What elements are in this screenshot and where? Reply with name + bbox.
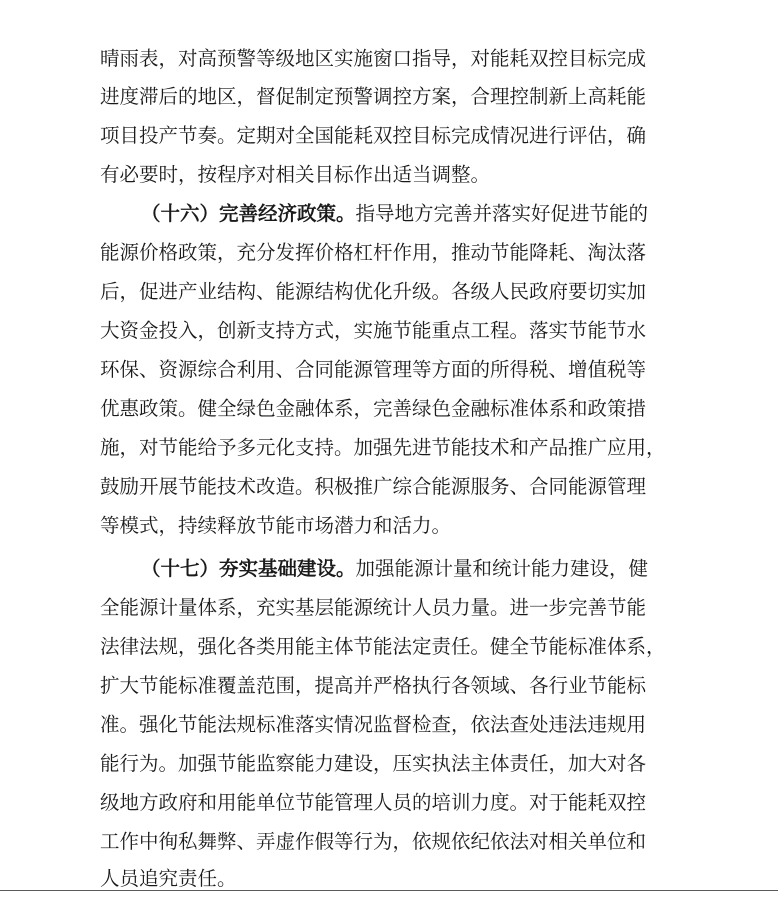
paragraph-line: 等模式，持续释放节能市场潜力和活力。 [100,514,452,537]
section-17-first-line [141,550,678,588]
paragraph-line: 级地方政府和用能单位节能管理人员的培训力度。对于能耗双控 [100,791,647,814]
paragraph-line: 后，促进产业结构、能源结构优化升级。各级人民政府要切实加 [100,280,647,303]
paragraph-line: 扩大节能标准覆盖范围，提高并严格执行各领域、各行业节能标 [100,674,647,697]
paragraph-line: 项目投产节奏。定期对全国能耗双控目标完成情况进行评估，确 [100,124,647,147]
paragraph-line: 能行为。加强节能监察能力建设，压实执法主体责任，加大对各 [100,752,647,775]
section-17-first-line-text: 加强能源计量和统计能力建设，健 [355,557,649,580]
paragraph-line: 大资金投入，创新支持方式，实施节能重点工程。落实节能节水 [100,319,647,342]
paragraph-line: 优惠政策。健全绿色金融体系，完善绿色金融标准体系和政策措 [100,397,647,420]
paragraph-line: 晴雨表，对高预警等级地区实施窗口指导，对能耗双控目标完成 [100,47,647,70]
paragraph-line: 进度滞后的地区，督促制定预警调控方案，合理控制新上高耗能 [100,85,647,108]
page-bottom-divider [0,890,778,891]
paragraph-line: 人员追究责任。 [100,867,237,890]
paragraph-line: 准。强化节能法规标准落实情况监督检查，依法查处违法违规用 [100,713,647,736]
paragraph-line: 工作中徇私舞弊、弄虚作假等行为，依规依纪依法对相关单位和 [100,830,647,853]
paragraph-line: 全能源计量体系，充实基层能源统计人员力量。进一步完善节能 [100,596,647,619]
section-16-first-line [141,195,678,233]
paragraph-line: 鼓励开展节能技术改造。积极推广综合能源服务、合同能源管理 [100,475,647,498]
paragraph-line: 能源价格政策，充分发挥价格杠杆作用，推动节能降耗、淘汰落 [100,241,647,264]
section-17-heading: （十七）夯实基础建设。 [141,557,356,580]
paragraph-line: 环保、资源综合利用、合同能源管理等方面的所得税、增值税等 [100,358,647,381]
paragraph-line: 施，对节能给予多元化支持。加强先进节能技术和产品推广应用， [100,436,666,459]
paragraph-line: 有必要时，按程序对相关目标作出适当调整。 [100,163,491,186]
section-16-heading: （十六）完善经济政策。 [141,202,356,225]
section-16-first-line-text: 指导地方完善并落实好促进节能的 [355,202,649,225]
paragraph-line: 法律法规，强化各类用能主体节能法定责任。健全节能标准体系， [100,635,666,658]
